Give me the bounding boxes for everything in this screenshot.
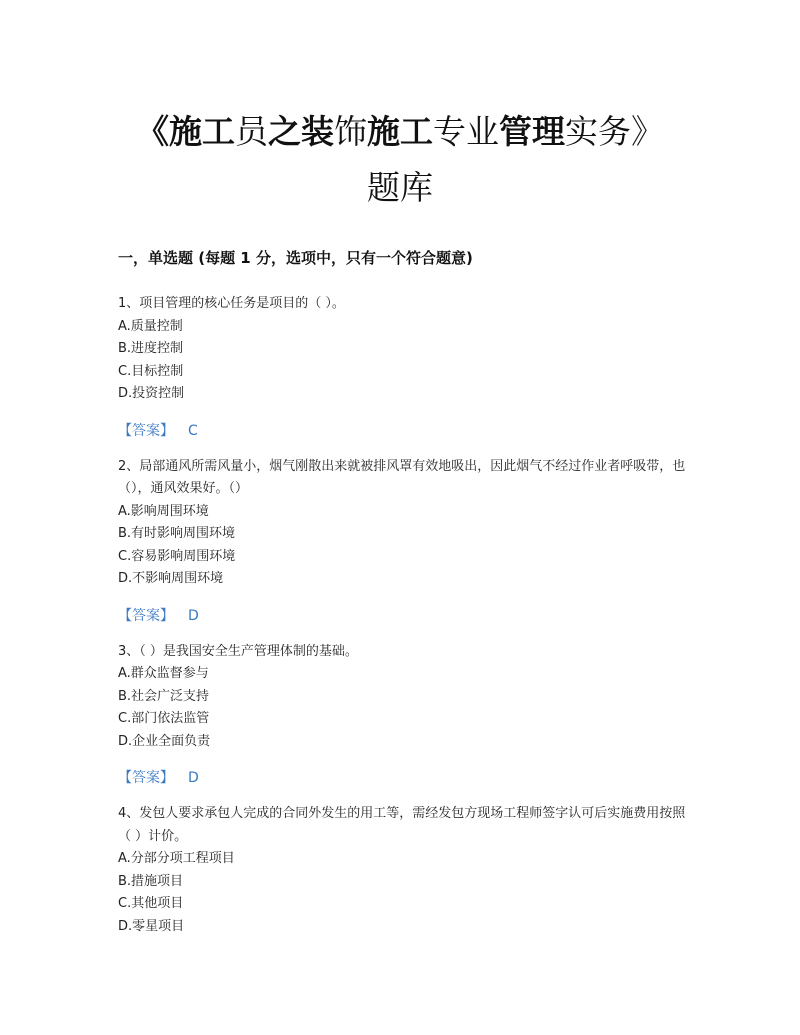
answer-line xyxy=(118,605,688,627)
question-item xyxy=(118,293,688,442)
document-title xyxy=(0,104,800,216)
title-part: 《施工 xyxy=(136,112,235,151)
option-b: B.社会广泛支持 xyxy=(118,688,210,704)
option-d: D.零星项目 xyxy=(118,918,185,934)
option-b: B.有时影响周围环境 xyxy=(118,526,236,541)
option-a: A.影响周围环境 xyxy=(118,503,209,519)
title-part: 之装 xyxy=(268,112,334,151)
answer-line xyxy=(118,420,688,442)
title-part: 实务》 xyxy=(565,112,664,151)
option-a: A.分部分项工程项目 xyxy=(118,851,235,866)
option-c: C.容易影响周围环境 xyxy=(118,548,236,564)
title-part: 业 xyxy=(466,112,499,151)
question-stem: 2、局部通风所需风量小，烟气刚散出来就被排风罩有效地吸出，因此烟气不经过作业者呼吸带，也（），通风效果好。（） xyxy=(118,458,686,496)
answer-value: D xyxy=(188,770,199,786)
question-stem: 1、项目管理的核心任务是项目的（ ）。 xyxy=(118,296,345,311)
option-b: B.措施项目 xyxy=(118,873,184,889)
question-item xyxy=(118,456,688,627)
section-heading: 一，单选题 (每题 1 分，选项中，只有一个符合题意) xyxy=(118,249,473,267)
option-c: C.其他项目 xyxy=(118,896,184,911)
option-d: D.投资控制 xyxy=(118,386,185,401)
option-a: A.质量控制 xyxy=(118,318,183,334)
title-part: 专 xyxy=(433,112,466,151)
option-d: D.不影响周围环境 xyxy=(118,571,224,586)
question-item xyxy=(118,803,688,938)
option-d: D.企业全面负责 xyxy=(118,733,211,749)
answer-value: C xyxy=(188,422,198,439)
answer-line xyxy=(118,767,688,789)
option-c: C.部门依法监管 xyxy=(118,711,210,726)
question-list xyxy=(118,293,688,938)
option-b: B.进度控制 xyxy=(118,341,184,356)
question-item xyxy=(118,641,688,790)
answer-label: 【答案】 xyxy=(118,770,174,786)
question-stem: 4、发包人要求承包人完成的合同外发生的用工等，需经发包方现场工程师签字认可后实施费用按照（ ）计价。 xyxy=(118,806,686,844)
question-stem: 3、（ ）是我国安全生产管理体制的基础。 xyxy=(118,643,358,659)
title-part: 管理 xyxy=(499,112,565,151)
title-part: 员 xyxy=(235,112,268,151)
title-part: 施工 xyxy=(367,112,433,151)
answer-value: D xyxy=(188,607,199,624)
title-line-2: 题库 xyxy=(367,168,433,207)
answer-label: 【答案】 xyxy=(118,607,174,624)
title-line-1 xyxy=(0,104,800,160)
option-c: C.目标控制 xyxy=(118,363,184,379)
title-part: 饰 xyxy=(334,112,367,151)
answer-label: 【答案】 xyxy=(118,422,174,439)
option-a: A.群众监督参与 xyxy=(118,666,209,681)
